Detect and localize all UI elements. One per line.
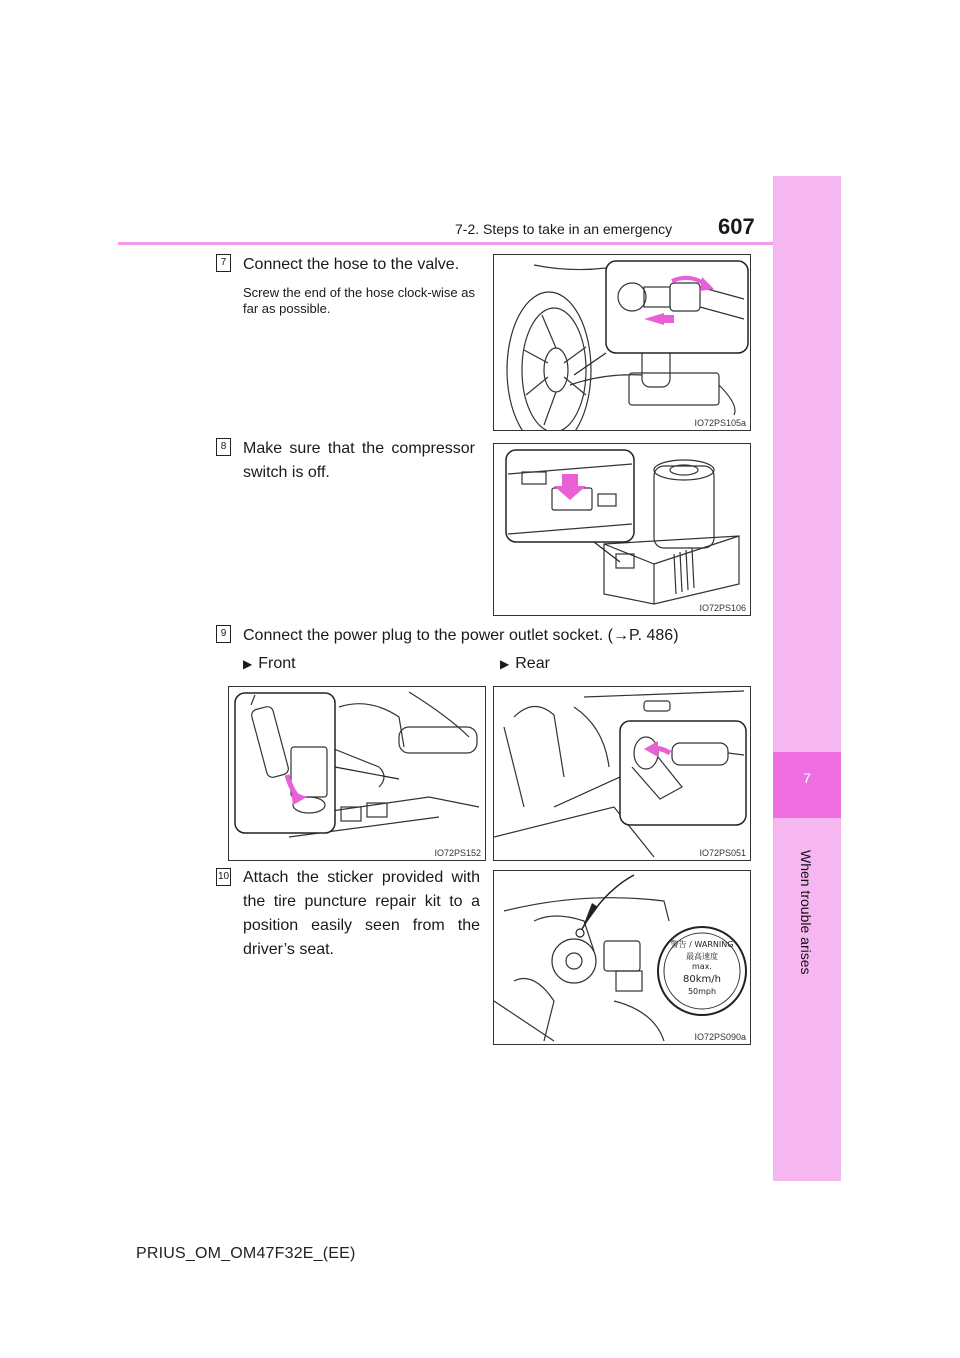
rear-outlet-illustration bbox=[494, 687, 750, 860]
step-number-9: 9 bbox=[216, 625, 231, 643]
figure-code: IO72PS106 bbox=[699, 603, 746, 613]
step-8-text: Make sure that the compressor switch is off. bbox=[243, 440, 475, 481]
sticker-kmh: 80km/h bbox=[683, 974, 721, 985]
step-7-subtext: Screw the end of the hose clock-wise as far as possible. bbox=[243, 285, 475, 316]
page-number: 607 bbox=[718, 214, 755, 239]
option-rear bbox=[500, 655, 550, 673]
figure-rear-outlet bbox=[493, 686, 751, 861]
step-7-text: Connect the hose to the valve. bbox=[243, 256, 460, 273]
triangle-right-icon: ▶ bbox=[243, 657, 253, 671]
section-title: 7-2. Steps to take in an emergency bbox=[455, 221, 673, 237]
figure-sticker-position bbox=[493, 870, 751, 1045]
option-front bbox=[243, 655, 296, 673]
triangle-right-icon: ▶ bbox=[500, 657, 510, 671]
step-number-10: 10 bbox=[216, 868, 231, 886]
step-number-7: 7 bbox=[216, 254, 231, 272]
document-id: PRIUS_OM_OM47F32E_(EE) bbox=[136, 1245, 356, 1262]
header-rule bbox=[118, 242, 773, 245]
step-number-8: 8 bbox=[216, 438, 231, 456]
sticker-position-illustration bbox=[494, 871, 750, 1044]
figure-code: IO72PS090a bbox=[694, 1032, 746, 1042]
figure-compressor-switch bbox=[493, 443, 751, 616]
figure-front-outlet bbox=[228, 686, 486, 861]
figure-code: IO72PS152 bbox=[434, 848, 481, 858]
front-outlet-illustration bbox=[229, 687, 485, 860]
chapter-title: When trouble arises bbox=[798, 850, 814, 975]
figure-code: IO72PS051 bbox=[699, 848, 746, 858]
sticker-max: max. bbox=[692, 962, 712, 971]
hose-valve-illustration bbox=[494, 255, 750, 430]
figure-hose-valve bbox=[493, 254, 751, 431]
chapter-side-tab bbox=[773, 176, 841, 1181]
step-9-text: Connect the power plug to the power outlet socket. (→P. 486) bbox=[243, 627, 679, 644]
chapter-number: 7 bbox=[803, 770, 811, 786]
compressor-switch-illustration bbox=[494, 444, 750, 615]
figure-code: IO72PS105a bbox=[694, 418, 746, 428]
option-front-label: Front bbox=[258, 655, 296, 672]
step-10-text: Attach the sticker provided with the tire puncture repair kit to a position easily seen from the driver’s seat. bbox=[243, 869, 480, 958]
option-rear-label: Rear bbox=[515, 655, 550, 672]
sticker-warning: 警告 / WARNING bbox=[670, 940, 734, 949]
sticker-max-speed-jp: 最高速度 bbox=[686, 952, 718, 961]
sticker-mph: 50mph bbox=[687, 987, 717, 996]
